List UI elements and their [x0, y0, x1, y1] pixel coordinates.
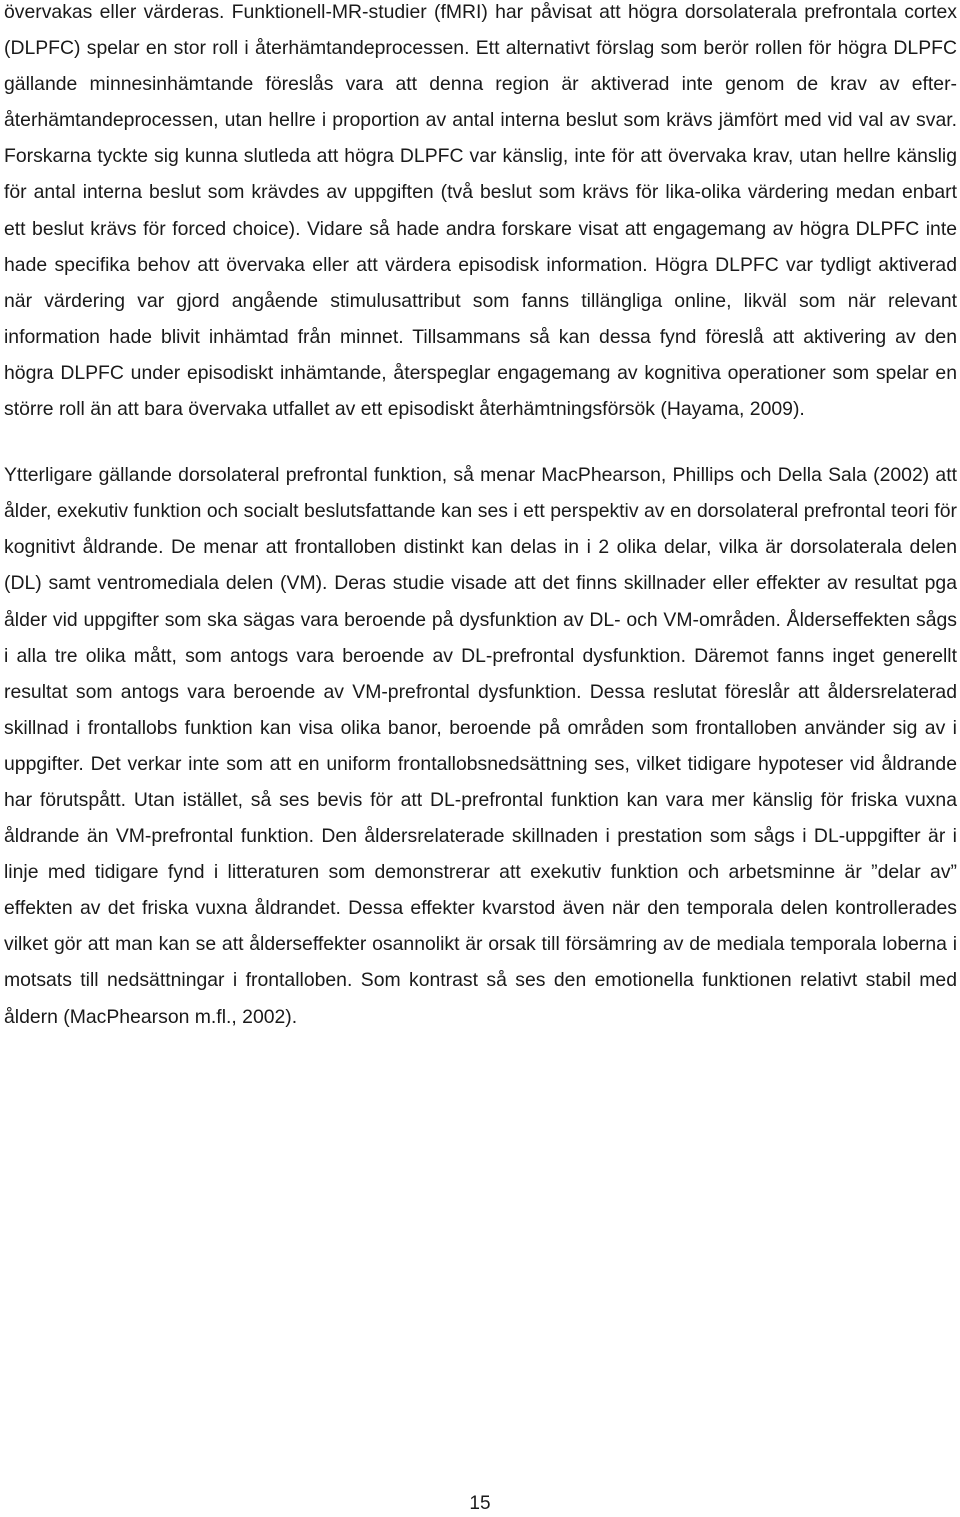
document-page	[4, 0, 957, 1035]
body-paragraph-aging-frontal-lobe: Ytterligare gällande dorsolateral prefrontal funktion, så menar MacPhearson, Phillips och Della Sala (2002) att ålder, exekutiv funktion och socialt beslutsfattande kan ses i ett perspektiv av en dorsolateral prefrontal teori för kognitivt åldrande. De menar att frontalloben distinkt kan delas in i 2 olika delar, vilka är dorsolaterala delen (DL) samt ventromediala delen (VM). Deras studie visade att det finns skillnader eller effekter av resultat pga ålder vid uppgifter som ska sägas vara beroende på dysfunktion av DL- och VM-områden. Ålderseffekten sågs i alla tre olika mått, som antogs vara beroende av DL-prefrontal dysfunktion. Däremot fanns inget generellt resultat som antogs vara beroende av VM-prefrontal dysfunktion. Dessa reslutat föreslår att åldersrelaterad skillnad i frontallobs funktion kan visa olika banor, beroende på områden som frontalloben använder sig av i uppgifter. Det verkar inte som att en uniform frontallobsnedsättning ses, vilket tidigare hypoteser vid åldrande har förutspått. Utan istället, så ses bevis för att DL-prefrontal funktion kan vara mer känslig för friska vuxna åldrande än VM-prefrontal funktion. Den åldersrelaterade skillnaden i prestation som sågs i DL-uppgifter är i linje med tidigare fynd i litteraturen som demonstrerar att exekutiv funktion och arbetsminne är ”delar av” effekten av det friska vuxna åldrandet. Dessa effekter kvarstod även när den temporala delen kontrollerades vilket gör att man kan se att ålderseffekter osannolikt är orsak till försämring av de mediala temporala loberna i motsats till nedsättningar i frontalloben. Som kontrast så ses den emotionella funktionen relativt stabil med åldern (MacPhearson m.fl., 2002).	[4, 464, 957, 1028]
page-number: 15	[469, 1493, 491, 1514]
body-paragraph-dlpfc-retrieval: övervakas eller värderas. Funktionell-MR-studier (fMRI) har påvisat att högra dorsolaterala prefrontala cortex (DLPFC) spelar en stor roll i återhämtandeprocessen. Ett alternativt förslag som berör rollen för högra DLPFC gällande minnesinhämtande föreslås vara att denna region är aktiverad inte genom de krav av efter-återhämtandeprocessen, utan hellre i proportion av antal interna beslut som krävs jämfört med vid val av svar. Forskarna tyckte sig kunna slutleda att högra DLPFC var känslig, inte för att övervaka krav, utan hellre känslig för antal interna beslut som krävdes av uppgiften (två beslut som krävs för lika-olika värdering medan enbart ett beslut krävs för forced choice). Vidare så hade andra forskare visat att engagemang av högra DLPFC inte hade specifika behov att övervaka eller att värdera episodisk information. Högra DLPFC var tydligt aktiverad när värdering var gjord angående stimulusattribut som fanns tillängliga online, likväl som när relevant information hade blivit inhämtad från minnet. Tillsammans så kan dessa fynd föreslå att aktivering av den högra DLPFC under episodiskt inhämtande, återspeglar engagemang av kognitiva operationer som spelar en större roll än att bara övervaka utfallet av ett episodiskt återhämtningsförsök (Hayama, 2009).	[4, 1, 957, 421]
